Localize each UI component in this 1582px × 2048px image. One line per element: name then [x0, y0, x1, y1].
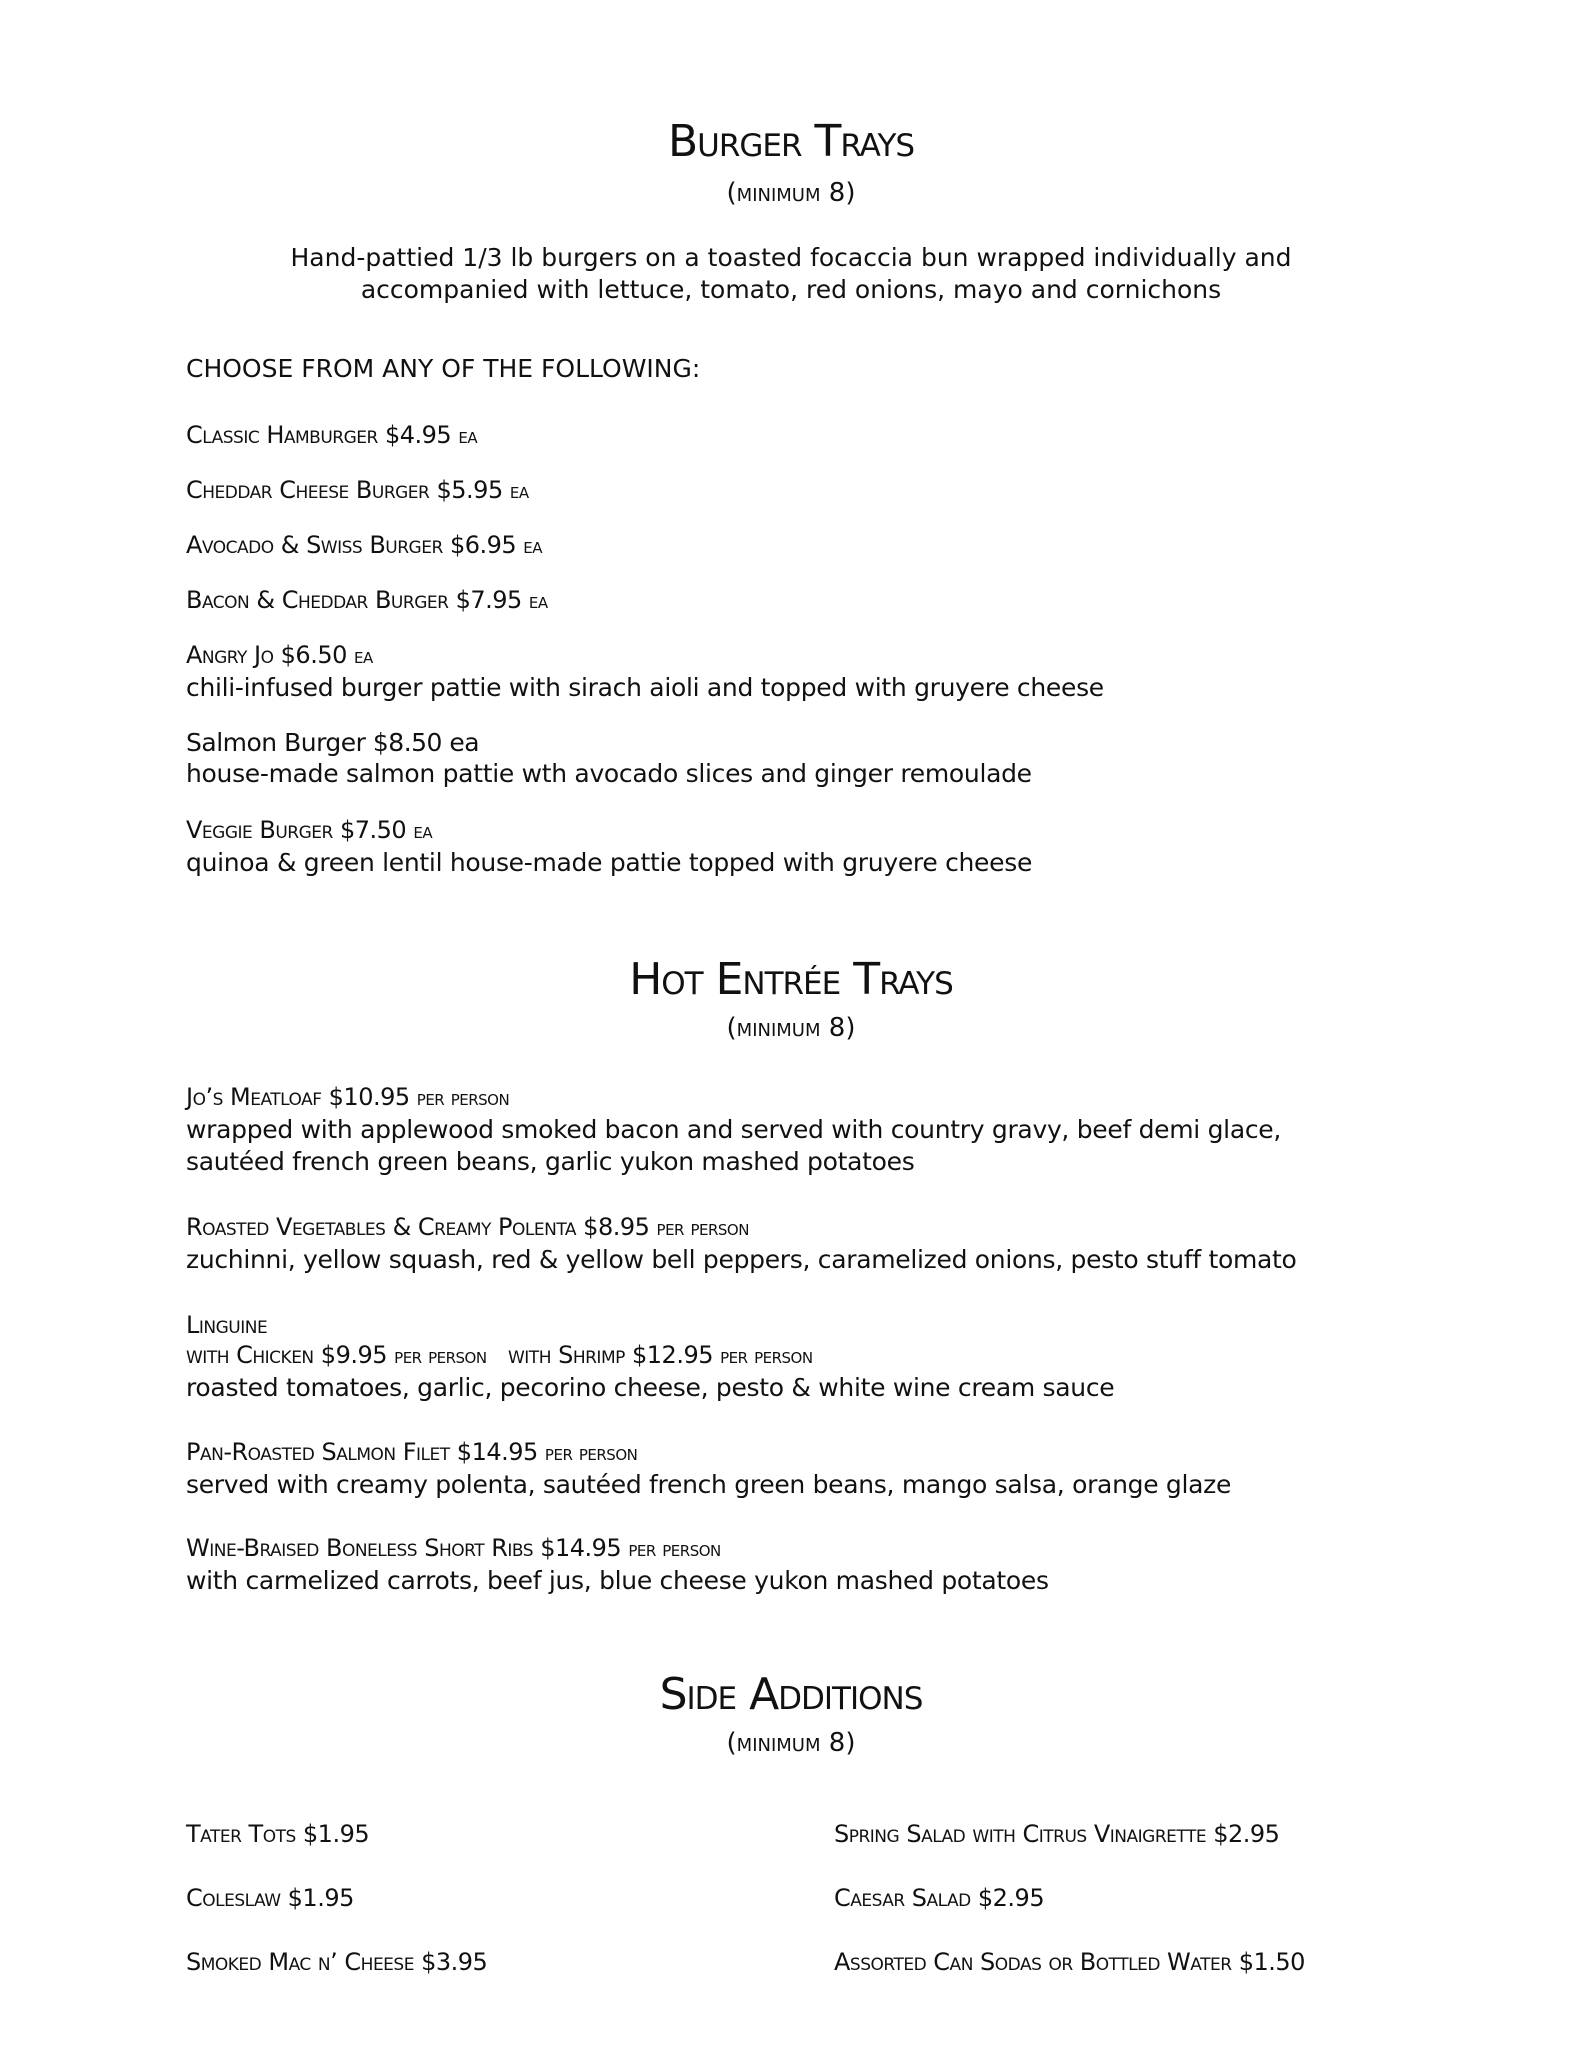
- side-item: Caesar Salad $2.95: [834, 1884, 1045, 1912]
- side-additions-title: Side Additions: [659, 1669, 923, 1720]
- item-description: roasted tomatoes, garlic, pecorino cheese, pesto & white wine cream sauce: [186, 1373, 1115, 1402]
- burger-trays-title: Burger Trays: [667, 116, 915, 167]
- side-item: Smoked Mac n’ Cheese $3.95: [186, 1948, 488, 1976]
- menu-item: Veggie Burger $7.50 ea quinoa & green lentil house-made pattie topped with gruyere cheese: [186, 815, 1386, 879]
- menu-item: Cheddar Cheese Burger $5.95 ea: [186, 476, 529, 504]
- menu-item: Angry Jo $6.50 ea chili-infused burger pattie with sirach aioli and topped with gruyere cheese: [186, 640, 1386, 704]
- side-item: Tater Tots $1.95: [186, 1820, 370, 1848]
- side-item: Spring Salad with Citrus Vinaigrette $2.95: [834, 1820, 1280, 1848]
- menu-item: Bacon & Cheddar Burger $7.95 ea: [186, 586, 548, 614]
- item-description: wrapped with applewood smoked bacon and served with country gravy, beef demi glace,: [186, 1115, 1282, 1144]
- item-description: quinoa & green lentil house-made pattie topped with gruyere cheese: [186, 848, 1033, 877]
- item-description: served with creamy polenta, sautéed french green beans, mango salsa, orange glaze: [186, 1470, 1232, 1499]
- menu-item: Avocado & Swiss Burger $6.95 ea: [186, 531, 543, 559]
- item-description: zuchinni, yellow squash, red & yellow bell peppers, caramelized onions, pesto stuff tomato: [186, 1245, 1297, 1274]
- hot-minimum: (minimum 8): [726, 1013, 856, 1043]
- hot-entree-title: Hot Entrée Trays: [629, 954, 953, 1005]
- menu-item: Pan-Roasted Salmon Filet $14.95 per person served with creamy polenta, sautéed french green beans, mango salsa, orange glaze: [186, 1437, 1386, 1501]
- burger-intro-line-2: accompanied with lettuce, tomato, red onions, mayo and cornichons: [360, 275, 1222, 304]
- menu-item: Salmon Burger $8.50 ea house-made salmon pattie wth avocado slices and ginger remoulade: [186, 728, 1386, 790]
- sides-minimum: (minimum 8): [726, 1728, 856, 1758]
- menu-item: Classic Hamburger $4.95 ea: [186, 421, 478, 449]
- menu-item: Wine-Braised Boneless Short Ribs $14.95 per person with carmelized carrots, beef jus, blue cheese yukon mashed potatoes: [186, 1533, 1386, 1597]
- menu-item: Linguine with Chicken $9.95 per person with Shrimp $12.95 per person roasted tomatoes, garlic, pecorino cheese, pesto & white wine cream sauce: [186, 1310, 1386, 1404]
- burger-minimum: (minimum 8): [726, 178, 856, 208]
- menu-item: Roasted Vegetables & Creamy Polenta $8.95 per person zuchinni, yellow squash, red & yellow bell peppers, caramelized onions, pesto stuff tomato: [186, 1212, 1386, 1276]
- burger-intro-line-1: Hand-pattied 1/3 lb burgers on a toasted focaccia bun wrapped individually and: [290, 243, 1292, 272]
- menu-item: Jo’s Meatloaf $10.95 per person wrapped with applewood smoked bacon and served with country gravy, beef demi glace, sautéed french green beans, garlic yukon mashed potatoes: [186, 1082, 1386, 1178]
- side-item: Coleslaw $1.95: [186, 1884, 354, 1912]
- item-description: with carmelized carrots, beef jus, blue cheese yukon mashed potatoes: [186, 1566, 1049, 1595]
- item-description: house-made salmon pattie wth avocado slices and ginger remoulade: [186, 759, 1032, 788]
- item-description: chili-infused burger pattie with sirach aioli and topped with gruyere cheese: [186, 673, 1104, 702]
- choose-label: CHOOSE FROM ANY OF THE FOLLOWING:: [186, 354, 701, 383]
- side-item: Assorted Can Sodas or Bottled Water $1.50: [834, 1948, 1305, 1976]
- item-description: sautéed french green beans, garlic yukon mashed potatoes: [186, 1147, 915, 1176]
